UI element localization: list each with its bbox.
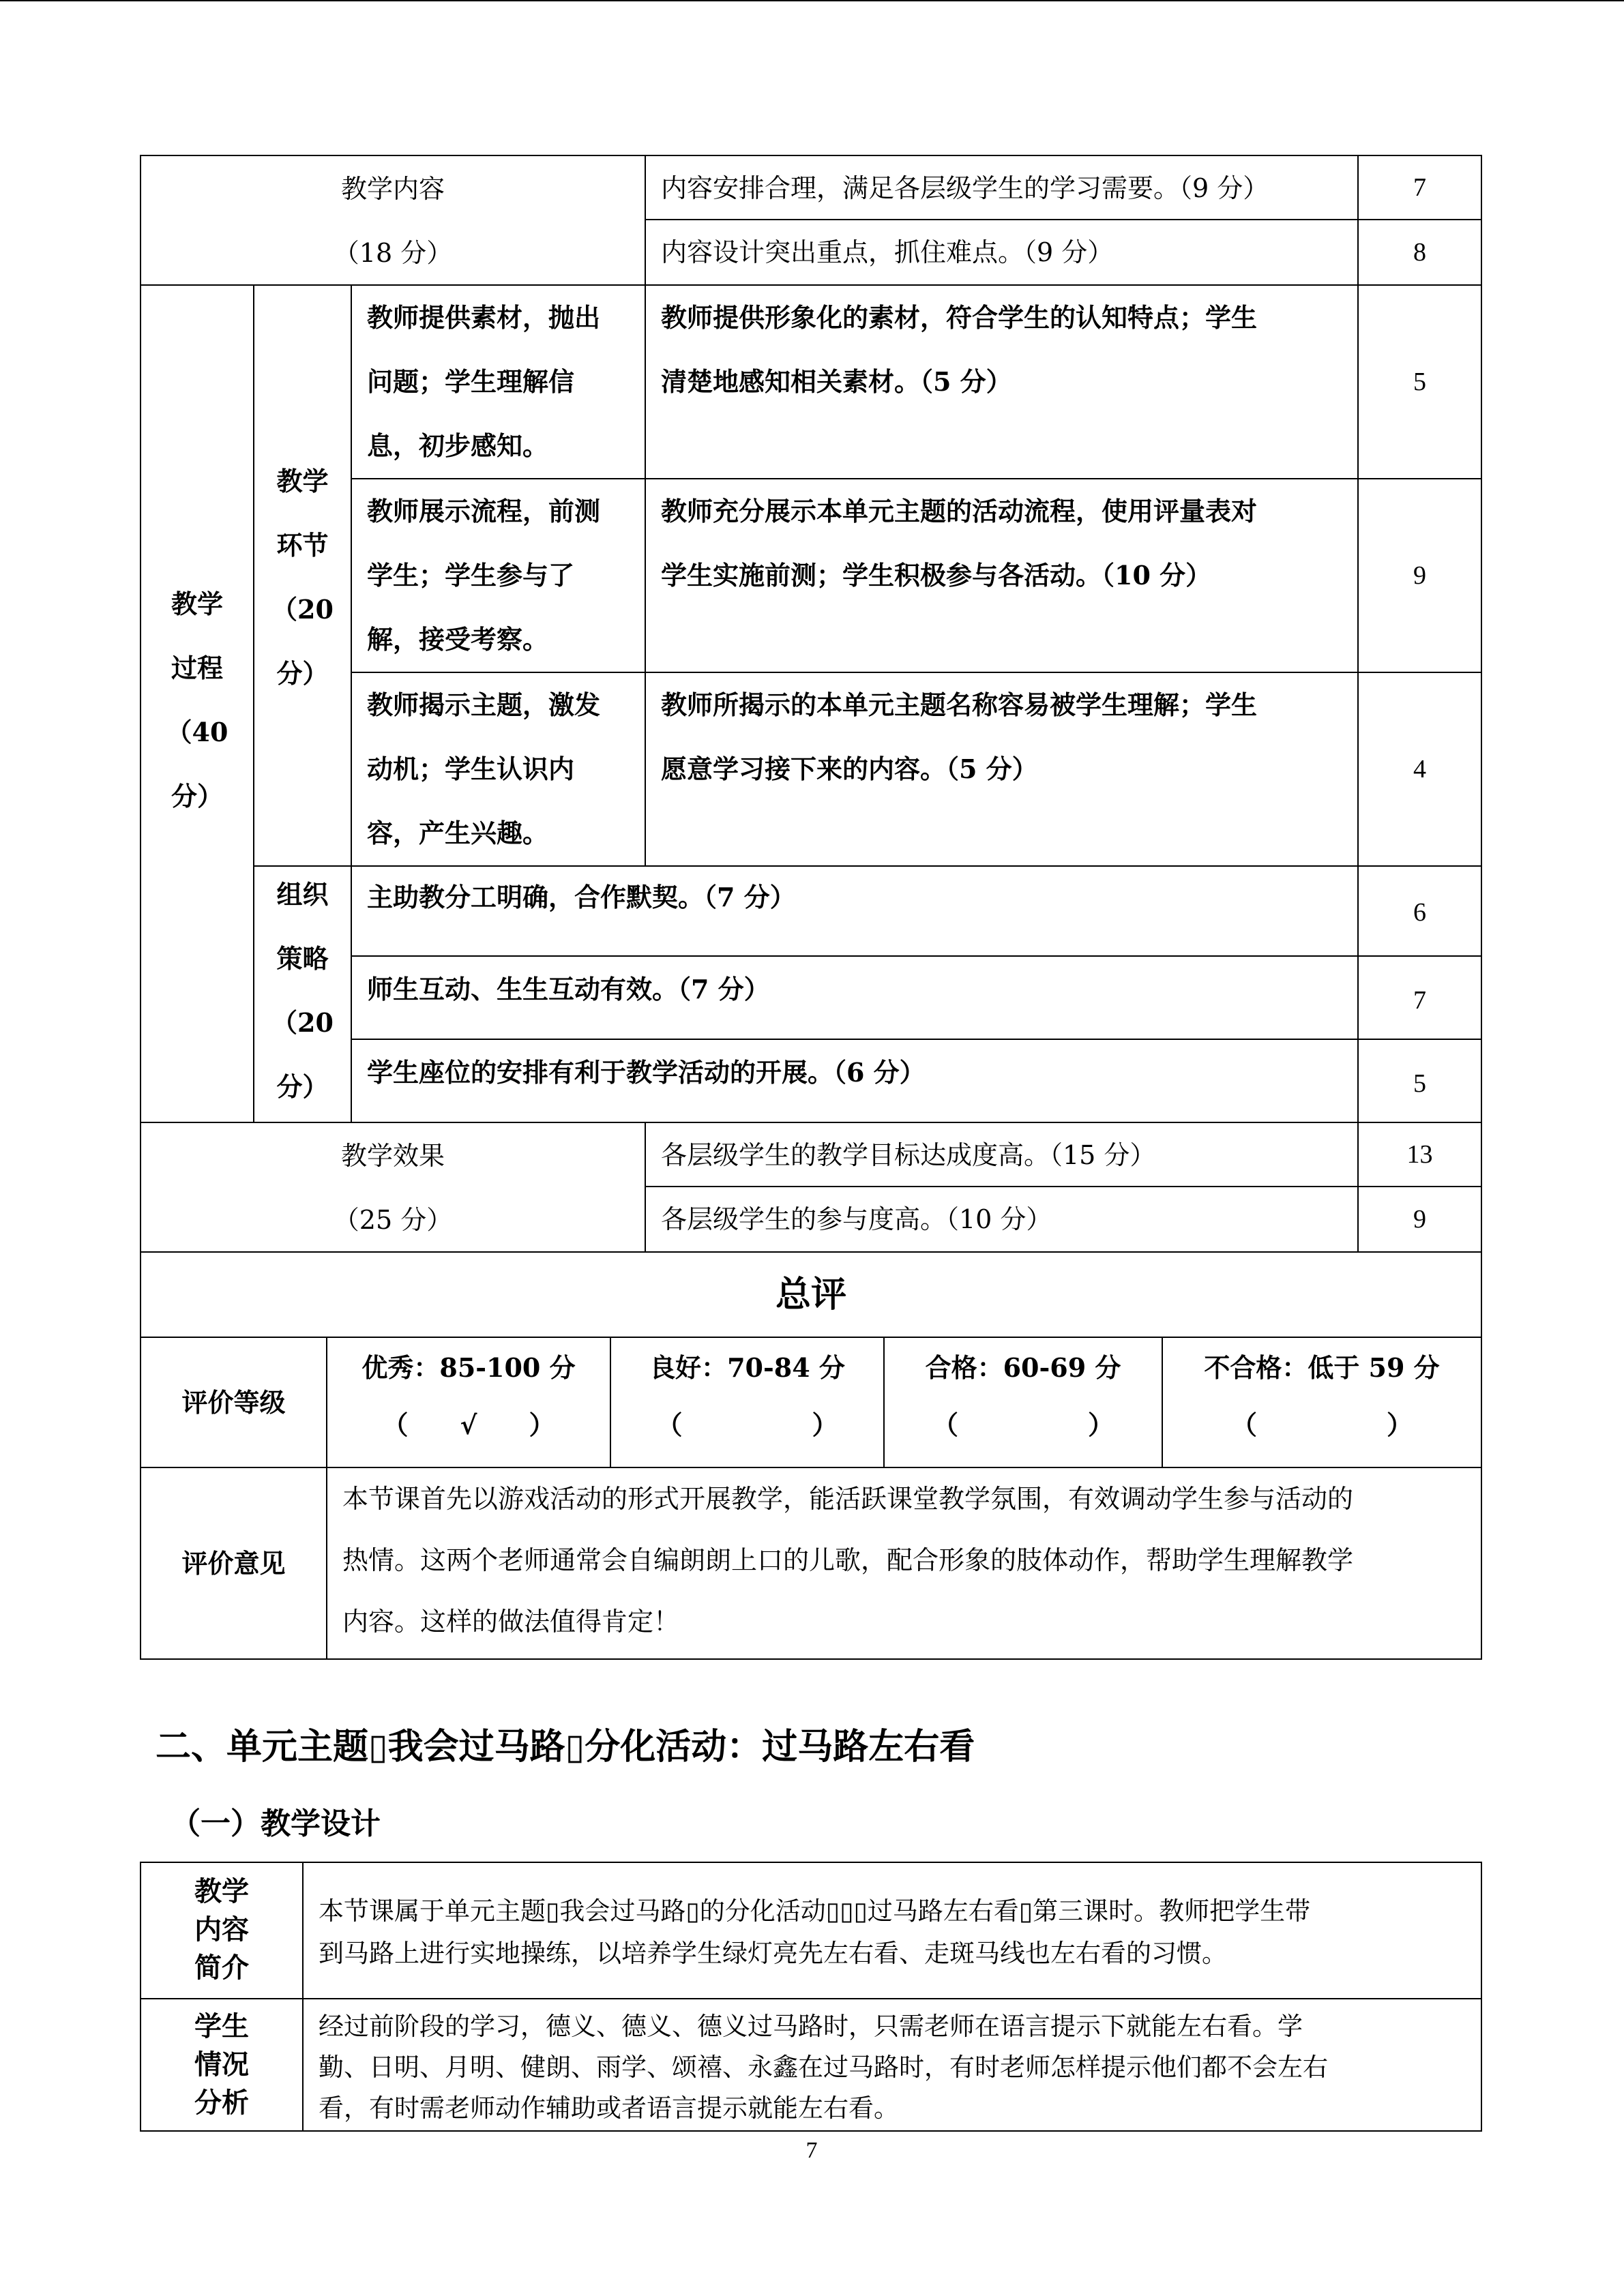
- effect-label-cell: [140, 1122, 646, 1253]
- steps-label-line: 环节: [276, 530, 329, 561]
- strategy-label-line: 分）: [276, 1071, 329, 1102]
- process-label-line: 教学: [171, 588, 223, 619]
- steps-label-line: 教学: [276, 466, 329, 496]
- analysis-line: 看，有时需老师动作辅助或者语言提示就能左右看。: [319, 2093, 899, 2123]
- effect-score-1: 13: [1357, 1122, 1482, 1187]
- strategy-label-line: 组织: [276, 879, 329, 910]
- step-score-3: 4: [1357, 672, 1482, 867]
- intro-label-line: 教学: [194, 1875, 249, 1907]
- effect-points: （25 分）: [333, 1205, 453, 1235]
- analysis-label-line: 分析: [194, 2087, 249, 2119]
- strategy-score-1: 6: [1357, 865, 1482, 957]
- page-top-border: [0, 0, 1624, 1]
- effect-criterion-2: 各层级学生的参与度高。（10 分）: [645, 1186, 1359, 1253]
- strategy-criterion-2: 师生互动、生生互动有效。（7 分）: [351, 955, 1359, 1040]
- strategy-score-3: 5: [1357, 1039, 1482, 1123]
- step-score-1: 5: [1357, 284, 1482, 479]
- analysis-line: 经过前阶段的学习，德义、德义、德义过马路时，只需老师在语言提示下就能左右看。学: [319, 2012, 1303, 2041]
- intro-label-line: 简介: [194, 1952, 249, 1984]
- step-criterion-line: 教师充分展示本单元主题的活动流程，使用评量表对: [661, 496, 1258, 526]
- step-criterion-line: 清楚地感知相关素材。（5 分）: [661, 366, 1012, 397]
- step-item-line: 息，初步感知。: [367, 430, 549, 461]
- grade-mark: （ ）: [932, 1410, 1114, 1440]
- process-label-line: 分）: [171, 781, 223, 811]
- step-score-2: 9: [1357, 478, 1482, 673]
- grade-name: 合格：60-69 分: [925, 1352, 1121, 1383]
- opinion-text: [326, 1467, 1482, 1660]
- step-criterion-2: [645, 478, 1359, 673]
- effect-score-2: 9: [1357, 1186, 1482, 1253]
- grade-excellent: [326, 1337, 611, 1468]
- step-item-line: 动机；学生认识内: [367, 754, 575, 784]
- grade-mark: （ ）: [656, 1410, 838, 1440]
- step-criterion-line: 学生实施前测；学生积极参与各活动。（10 分）: [661, 560, 1212, 591]
- analysis-line: 勤、日明、月明、健朗、雨学、颂禧、永鑫在过马路时，有时老师怎样提示他们都不会左右: [319, 2053, 1328, 2082]
- summary-title: 总评: [140, 1251, 1482, 1338]
- intro-line: 本节课属于单元主题▯我会过马路▯的分化活动▯▯▯过马路左右看▯第三课时。教师把学生带: [319, 1896, 1311, 1926]
- grade-pass: [883, 1337, 1163, 1468]
- steps-label-cell: [253, 284, 352, 867]
- grade-mark: （ √ ）: [382, 1410, 555, 1440]
- grade-name: 优秀：85-100 分: [361, 1352, 576, 1383]
- grade-name: 良好：70-84 分: [649, 1352, 845, 1383]
- content-criterion-1: 内容安排合理，满足各层级学生的学习需要。（9 分）: [645, 155, 1359, 220]
- opinion-label: 评价意见: [140, 1467, 327, 1660]
- step-item-line: 问题；学生理解信: [367, 366, 575, 397]
- step-criterion-line: 愿意学习接下来的内容。（5 分）: [661, 754, 1038, 784]
- process-label-cell: [140, 284, 254, 1123]
- step-item-line: 教师展示流程，前测: [367, 496, 601, 526]
- grade-name: 不合格：低于 59 分: [1204, 1352, 1440, 1383]
- content-label-cell: [140, 155, 646, 286]
- step-item-line: 学生；学生参与了: [367, 560, 575, 591]
- subheading: （一）教学设计: [171, 1806, 381, 1841]
- steps-label-line: 分）: [276, 658, 329, 689]
- intro-label-line: 内容: [194, 1913, 249, 1945]
- section-heading: 二、单元主题▯我会过马路▯分化活动：过马路左右看: [156, 1727, 975, 1768]
- process-label-line: 过程: [171, 653, 223, 683]
- analysis-label-line: 情况: [194, 2048, 249, 2081]
- step-criterion-3: [645, 672, 1359, 867]
- content-score-2: 8: [1357, 219, 1482, 286]
- content-points: （18 分）: [333, 238, 453, 268]
- strategy-criterion-3: 学生座位的安排有利于教学活动的开展。（6 分）: [351, 1039, 1359, 1123]
- grade-fail: [1162, 1337, 1482, 1468]
- step-item-line: 容，产生兴趣。: [367, 818, 549, 848]
- step-item-line: 教师提供素材，抛出: [367, 302, 601, 333]
- step-item-2: [351, 478, 646, 673]
- content-score-1: 7: [1357, 155, 1482, 220]
- grade-good: [610, 1337, 885, 1468]
- content-criterion-2: 内容设计突出重点，抓住难点。（9 分）: [645, 219, 1359, 286]
- content-label: 教学内容: [340, 174, 445, 204]
- analysis-label-line: 学生: [194, 2010, 249, 2042]
- grade-label: 评价等级: [140, 1337, 327, 1468]
- intro-text: [302, 1862, 1482, 1999]
- strategy-criterion-1: 主助教分工明确，合作默契。（7 分）: [351, 865, 1359, 957]
- analysis-label: [140, 1998, 304, 2132]
- effect-criterion-1: 各层级学生的教学目标达成度高。（15 分）: [645, 1122, 1359, 1187]
- step-criterion-line: 教师所揭示的本单元主题名称容易被学生理解；学生: [661, 689, 1258, 720]
- intro-label: [140, 1862, 304, 1999]
- step-criterion-line: 教师提供形象化的素材，符合学生的认知特点；学生: [661, 302, 1258, 333]
- step-item-1: [351, 284, 646, 479]
- steps-label-line: （20: [271, 594, 334, 625]
- step-item-line: 解，接受考察。: [367, 624, 549, 655]
- intro-line: 到马路上进行实地操练，以培养学生绿灯亮先左右看、走斑马线也左右看的习惯。: [319, 1939, 1227, 1968]
- step-item-3: [351, 672, 646, 867]
- opinion-line: 热情。这两个老师通常会自编朗朗上口的儿歌，配合形象的肢体动作，帮助学生理解教学: [342, 1545, 1354, 1575]
- page-number: 7: [806, 2138, 818, 2163]
- opinion-line: 本节课首先以游戏活动的形式开展教学，能活跃课堂教学氛围，有效调动学生参与活动的: [342, 1484, 1354, 1514]
- effect-label: 教学效果: [340, 1141, 445, 1171]
- analysis-text: [302, 1998, 1482, 2132]
- grade-mark: （ ）: [1230, 1410, 1413, 1440]
- process-label-line: （40: [166, 717, 228, 747]
- strategy-label-line: （20: [271, 1007, 334, 1038]
- strategy-label-line: 策略: [276, 943, 329, 974]
- opinion-line: 内容。这样的做法值得肯定！: [342, 1607, 680, 1637]
- strategy-label-cell: [253, 865, 352, 1123]
- step-criterion-1: [645, 284, 1359, 479]
- strategy-score-2: 7: [1357, 955, 1482, 1040]
- step-item-line: 教师揭示主题，激发: [367, 689, 601, 720]
